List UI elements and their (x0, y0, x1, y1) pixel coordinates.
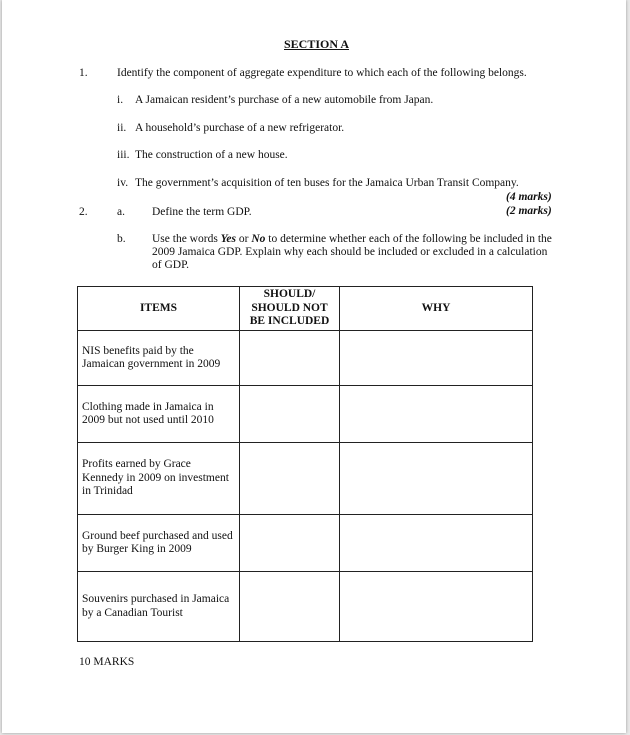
should-cell[interactable] (240, 572, 340, 642)
gdp-table (77, 286, 533, 642)
q2b-text (152, 233, 554, 272)
table-header-row (78, 287, 533, 331)
q2b-no: No (251, 233, 266, 245)
q2a-label: a. (117, 206, 125, 218)
q2b-or: or (236, 233, 252, 245)
header-why: WHY (340, 287, 533, 331)
q1-item-text: The construction of a new house. (135, 149, 288, 161)
table-row (78, 572, 533, 642)
q2b-yes: Yes (220, 233, 237, 245)
item-cell: Clothing made in Jamaica in 2009 but not used until 2010 (78, 386, 240, 443)
why-cell[interactable] (340, 443, 533, 515)
table-row (78, 386, 533, 443)
q1-item-num: i. (117, 94, 124, 106)
q2a-text: Define the term GDP. (152, 206, 252, 218)
should-cell[interactable] (240, 443, 340, 515)
header-items: ITEMS (78, 287, 240, 331)
section-title: SECTION A (284, 37, 350, 51)
q1-marks: (4 marks) (506, 191, 552, 203)
total-marks: 10 MARKS (79, 656, 135, 668)
q2b-text-pre: Use the words (152, 233, 221, 245)
q1-item-text: A Jamaican resident’s purchase of a new automobile from Japan. (135, 94, 434, 106)
q1-item-num: ii. (117, 122, 127, 134)
item-cell: Profits earned by Grace Kennedy in 2009 on investment in Trinidad (78, 443, 240, 515)
should-cell[interactable] (240, 515, 340, 572)
q2a-marks: (2 marks) (506, 205, 552, 217)
q1-prompt: Identify the component of aggregate expenditure to which each of the following belongs. (117, 67, 527, 79)
table-row (78, 331, 533, 386)
item-cell: NIS benefits paid by the Jamaican government in 2009 (78, 331, 240, 386)
q2-number: 2. (79, 206, 88, 218)
item-cell: Ground beef purchased and used by Burger King in 2009 (78, 515, 240, 572)
q2b-label: b. (117, 233, 126, 245)
header-should: SHOULD/ SHOULD NOT BE INCLUDED (240, 287, 340, 331)
table-row (78, 443, 533, 515)
q1-item-num: iv. (117, 177, 129, 189)
item-cell: Souvenirs purchased in Jamaica by a Canadian Tourist (78, 572, 240, 642)
q1-item-text: A household’s purchase of a new refrigerator. (135, 122, 345, 134)
should-cell[interactable] (240, 331, 340, 386)
exam-page (2, 0, 626, 733)
why-cell[interactable] (340, 331, 533, 386)
why-cell[interactable] (340, 515, 533, 572)
why-cell[interactable] (340, 572, 533, 642)
q1-item-text: The government’s acquisition of ten buses for the Jamaica Urban Transit Company. (135, 177, 519, 189)
why-cell[interactable] (340, 386, 533, 443)
should-cell[interactable] (240, 386, 340, 443)
q2b-text-post: to determine whether each of the following be included in the 2009 Jamaica GDP. Explain why each should be included or excluded in a calculation of GDP. (152, 233, 552, 271)
q1-number: 1. (79, 67, 88, 79)
q1-item-num: iii. (117, 149, 130, 161)
table-row (78, 515, 533, 572)
